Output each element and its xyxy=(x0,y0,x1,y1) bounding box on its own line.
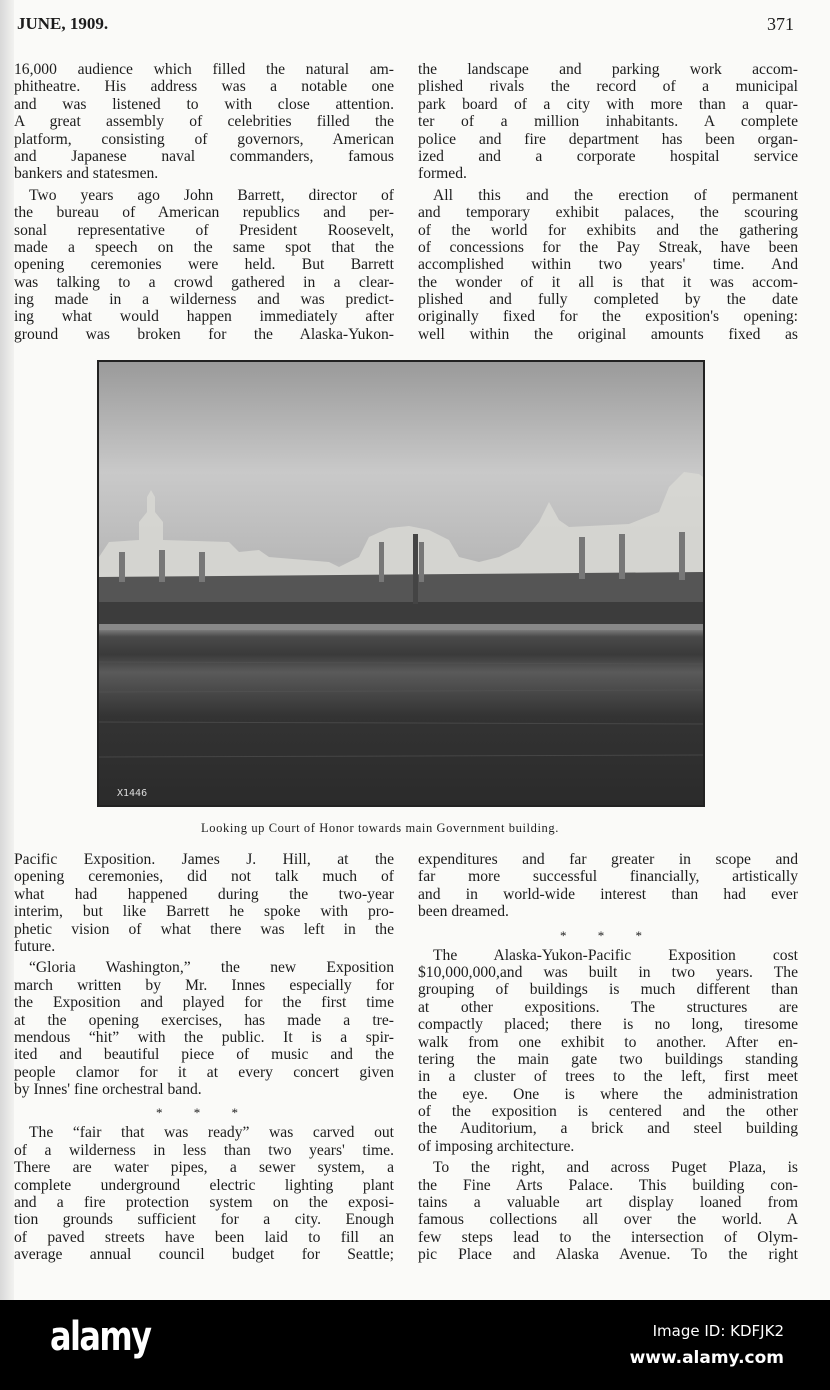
text-line: future. xyxy=(14,937,56,955)
text-line: people clamor for it at every concert given xyxy=(14,1063,394,1081)
text-line: bankers and statesmen. xyxy=(14,165,159,183)
text-line: the bureau of American republics and per- xyxy=(14,204,394,222)
paragraph xyxy=(14,187,394,344)
text-line: opening ceremonies, did not talk much of xyxy=(14,868,394,886)
photo-plate-number: X1446 xyxy=(117,788,148,799)
text-line: $10,000,000,and was built in two years. The xyxy=(418,963,798,981)
text-line: of a wilderness in less than two years' time. xyxy=(14,1141,394,1159)
paragraph xyxy=(418,1159,798,1263)
text-line: average annual council budget for Seattle; xyxy=(14,1246,394,1264)
text-line: compactly placed; there is no long, tiresome xyxy=(418,1016,798,1034)
text-line: phitheatre. His address was a notable one xyxy=(14,78,394,96)
paragraph xyxy=(14,61,394,183)
text-line: The “fair that was ready” was carved out xyxy=(29,1124,394,1142)
text-line: originally fixed for the exposition's opening: xyxy=(418,308,798,326)
text-line: and Japanese naval commanders, famous xyxy=(14,147,394,165)
text-line: the Auditorium, a brick and steel building xyxy=(418,1120,798,1138)
text-line: ter of a million inhabitants. A complete xyxy=(418,113,798,131)
text-line: been dreamed. xyxy=(418,903,509,921)
column-top-left xyxy=(14,61,394,347)
text-line: To the right, and across Puget Plaza, is xyxy=(433,1159,798,1177)
paragraph xyxy=(14,959,394,1098)
text-line: All this and the erection of permanent xyxy=(433,186,798,204)
text-line: walk from one exhibit to another. After en- xyxy=(418,1033,798,1051)
paragraph xyxy=(418,187,798,344)
paragraph xyxy=(14,851,394,955)
text-line: at other expositions. The structures are xyxy=(418,998,798,1016)
text-line: accomplished within two years' time. And xyxy=(418,256,798,274)
text-line: of paved streets have been laid to fill an xyxy=(14,1228,394,1246)
column-top-right xyxy=(418,61,798,347)
text-line: ground was broken for the Alaska-Yukon- xyxy=(14,325,394,343)
text-line: platform, consisting of governors, American xyxy=(14,130,394,148)
text-line: of the exposition is centered and the other xyxy=(418,1103,798,1121)
text-line: expenditures and far greater in scope and xyxy=(418,851,798,868)
text-line: tering the main gate two buildings standing xyxy=(418,1050,798,1068)
text-line: “Gloria Washington,” the new Exposition xyxy=(29,959,394,977)
text-line: made a speech on the same spot that the xyxy=(14,238,394,256)
text-line: was talking to a crowd gathered in a clear- xyxy=(14,273,394,291)
text-line: formed. xyxy=(418,165,467,183)
text-line: and a fire protection system on the exposi- xyxy=(14,1194,394,1212)
column-bottom-right xyxy=(418,851,798,1268)
running-header-date: JUNE, 1909. xyxy=(17,14,109,33)
text-line: plished rivals the record of a municipal xyxy=(418,78,798,96)
text-line: Pacific Exposition. James J. Hill, at the xyxy=(14,851,394,868)
text-line: ing made in a wilderness and was predict- xyxy=(14,291,394,309)
text-line: and temporary exhibit palaces, the scouring xyxy=(418,204,798,222)
text-line: interim, but like Barrett he spoke with pro- xyxy=(14,903,394,921)
section-divider-stars: * * * xyxy=(156,1105,252,1121)
text-line: ited and beautiful piece of music and the xyxy=(14,1046,394,1064)
text-line: of concessions for the Pay Streak, have been xyxy=(418,238,798,256)
text-line: Two years ago John Barrett, director of xyxy=(29,186,394,204)
text-line: the Exposition and played for the first time xyxy=(14,994,394,1012)
text-line: ing what would happen immediately after xyxy=(14,308,394,326)
text-line: tains a valuable art display loaned from xyxy=(418,1194,798,1212)
text-line: The Alaska-Yukon-Pacific Exposition cost xyxy=(433,946,798,964)
text-line: mendous “hit” with the public. It is a spir- xyxy=(14,1028,394,1046)
text-line: There are water pipes, a sewer system, a xyxy=(14,1159,394,1177)
text-line: A great assembly of celebrities filled the xyxy=(14,113,394,131)
text-line: grouping of buildings is much different than xyxy=(418,981,798,999)
page-scan-edge xyxy=(0,0,14,1300)
text-line: sonal representative of President Roosevelt, xyxy=(14,221,394,239)
watermark-footer xyxy=(0,1300,830,1390)
text-line: police and fire department has been organ- xyxy=(418,130,798,148)
text-line: and in world-wide interest than had ever xyxy=(418,885,798,903)
text-line: the Fine Arts Palace. This building con- xyxy=(418,1176,798,1194)
text-line: of imposing architecture. xyxy=(418,1137,575,1155)
text-line: tion grounds sufficient for a city. Enough xyxy=(14,1211,394,1229)
text-line: famous collections all over the world. A xyxy=(418,1211,798,1229)
text-line: complete underground electric lighting plant xyxy=(14,1176,394,1194)
text-line: what had happened during the two-year xyxy=(14,885,394,903)
text-line: the wonder of it all is that it was accom- xyxy=(418,273,798,291)
paragraph xyxy=(14,1124,394,1263)
text-line: park board of a city with more than a quar- xyxy=(418,95,798,113)
photo-caption: Looking up Court of Honor towards main Government building. xyxy=(201,821,559,835)
paragraph xyxy=(418,61,798,183)
text-line: ized and a corporate hospital service xyxy=(418,147,798,165)
text-line: few steps lead to the intersection of Olym- xyxy=(418,1228,798,1246)
page-number: 371 xyxy=(767,14,794,34)
text-line: well within the original amounts fixed as xyxy=(418,325,798,343)
text-line: of the world for exhibits and the gathering xyxy=(418,221,798,239)
text-line: in a cluster of trees to the left, first meet xyxy=(418,1068,798,1086)
site-url[interactable]: www.alamy.com xyxy=(629,1348,784,1368)
image-id: Image ID: KDFJK2 xyxy=(652,1322,784,1340)
section-divider-stars: * * * xyxy=(560,927,656,943)
text-line: opening ceremonies were held. But Barrett xyxy=(14,256,394,274)
text-line: phetic vision of what there was left in the xyxy=(14,920,394,938)
photo-illustration xyxy=(99,362,703,805)
photograph-court-of-honor xyxy=(97,360,705,807)
paragraph xyxy=(418,947,798,1156)
text-line: plished and fully completed by the date xyxy=(418,291,798,309)
text-line: at the opening exercises, has made a tre- xyxy=(14,1011,394,1029)
text-line: by Innes' fine orchestral band. xyxy=(14,1081,202,1099)
column-bottom-left xyxy=(14,851,394,1268)
text-line: pic Place and Alaska Avenue. To the right xyxy=(418,1246,798,1264)
text-line: the eye. One is where the administration xyxy=(418,1085,798,1103)
text-line: 16,000 audience which filled the natural am- xyxy=(14,61,394,78)
text-line: and was listened to with close attention. xyxy=(14,95,394,113)
text-line: march written by Mr. Innes especially for xyxy=(14,976,394,994)
paragraph xyxy=(418,851,798,921)
alamy-logo: alamy xyxy=(50,1314,151,1360)
text-line: far more successful financially, artistically xyxy=(418,868,798,886)
text-line: the landscape and parking work accom- xyxy=(418,61,798,78)
